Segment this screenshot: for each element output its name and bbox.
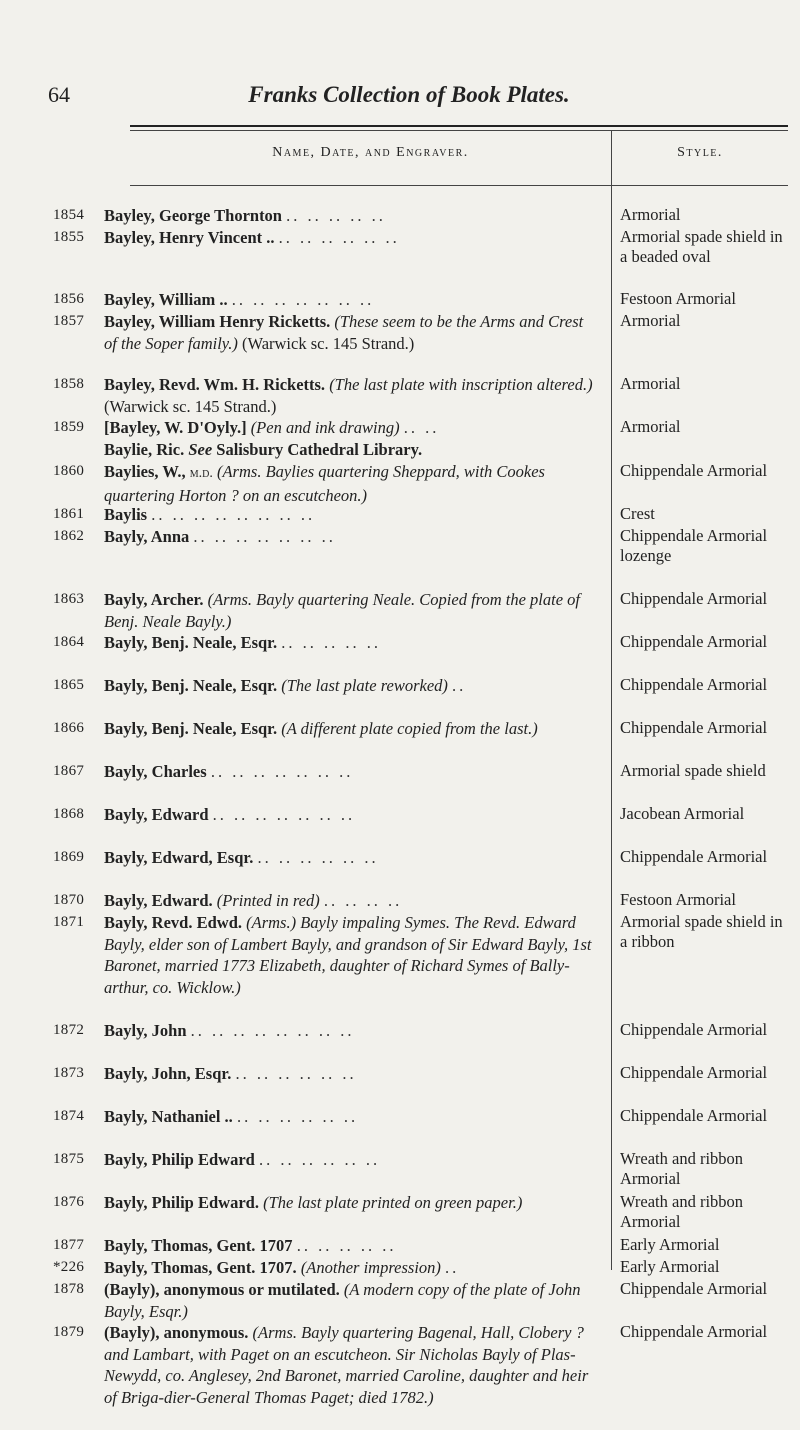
- column-header-name: Name, Date, and Engraver.: [272, 145, 469, 160]
- leader-dots: .. .. .. .. .. .. .. ..: [151, 505, 316, 524]
- leader-dots: .. .. .. .. ..: [286, 206, 386, 225]
- entry-number: 1854: [53, 207, 85, 223]
- entry-note: (These seem to be the Arms and Crest of the Soper family.): [104, 312, 584, 353]
- page-header: [48, 82, 770, 116]
- entry-note: (Arms. Baylies quartering Sheppard, with Cookes quartering Horton ? on an escutcheon.): [104, 462, 545, 505]
- entry-style: Festoon Armorial: [620, 289, 736, 308]
- entry-name: Bayly, Edward: [104, 805, 209, 824]
- entry-style: Chippendale Armorial: [620, 1322, 768, 1341]
- entry-number: 1861: [53, 506, 85, 522]
- entry-name: Baylis: [104, 505, 148, 524]
- entry-style: Chippendale Armorial: [620, 1279, 768, 1298]
- leader-dots: .. .. .. .. .. ..: [236, 1107, 359, 1126]
- entry-number: 1863: [53, 591, 85, 607]
- entry-style: Chippendale Armorial: [620, 1063, 768, 1082]
- entry-style: Armorial: [620, 417, 681, 436]
- entry-row: [0, 526, 800, 589]
- entry-note: (The last plate with inscription altered.): [329, 375, 593, 394]
- entry-number: 1865: [53, 677, 85, 693]
- entry-row: [0, 1257, 800, 1279]
- entry-name: Bayly, Thomas, Gent. 1707: [104, 1236, 293, 1255]
- entry-number: 1875: [53, 1151, 85, 1167]
- entry-row: [0, 761, 800, 804]
- entry-name: Bayly, Thomas, Gent. 1707.: [104, 1258, 297, 1277]
- entry-row: [0, 847, 800, 890]
- entry-row: [0, 374, 800, 417]
- entry-row: [0, 417, 800, 439]
- entry-name: Bayly, Edward.: [104, 891, 213, 910]
- entry-engraver: (Warwick sc. 145 Strand.): [241, 333, 415, 353]
- top-rule: [130, 125, 788, 127]
- entry-name: Baylies, W.,: [104, 462, 186, 481]
- entry-style: Jacobean Armorial: [620, 804, 745, 823]
- entry-name: Bayly, Edward, Esqr.: [104, 848, 254, 867]
- top-rule-thin: [130, 130, 788, 131]
- entry-name: Bayley, William Henry Ricketts.: [104, 312, 331, 331]
- entry-number: 1866: [53, 720, 85, 736]
- entry-name: [Bayley, W. D'Oyly.]: [104, 418, 247, 437]
- entry-name: Bayly, Anna: [104, 527, 190, 546]
- entry-name: Bayly, Charles: [104, 762, 207, 781]
- entry-number: 1856: [53, 291, 85, 307]
- entry-row: [0, 912, 800, 1020]
- leader-dots: .. .. .. .. .. .. ..: [231, 290, 375, 309]
- entry-row: [0, 227, 800, 289]
- entry-number: 1871: [53, 914, 85, 930]
- entry-number: 1879: [53, 1324, 85, 1340]
- entry-name: Bayly, Benj. Neale, Esqr.: [104, 676, 278, 695]
- entry-note: (Printed in red): [216, 891, 320, 910]
- entry-note: (A modern copy of the plate of John Bayly, Esqr.): [104, 1280, 581, 1321]
- entry-row: [0, 890, 800, 912]
- entry-style: Chippendale Armorial: [620, 847, 768, 866]
- entry-name: Bayley, Henry Vincent ..: [104, 228, 275, 247]
- leader-dots: .. .. .. .. .. ..: [235, 1064, 357, 1083]
- leader-dots: ..: [452, 676, 467, 695]
- entry-number: *226: [53, 1259, 85, 1275]
- entry-number: 1862: [53, 528, 85, 544]
- column-header-style: Style.: [677, 145, 723, 160]
- entry-number: 1859: [53, 419, 85, 435]
- entry-style: Wreath and ribbon Armorial: [620, 1149, 744, 1188]
- entry-style: Wreath and ribbon Armorial: [620, 1192, 744, 1231]
- entry-style: Chippendale Armorial: [620, 589, 768, 608]
- entry-number: 1867: [53, 763, 85, 779]
- entry-name: (Bayly), anonymous.: [104, 1323, 249, 1342]
- entry-row: [0, 1020, 800, 1063]
- entry-row: [0, 589, 800, 632]
- entry-number: 1868: [53, 806, 85, 822]
- entry-row: [0, 1322, 800, 1430]
- entry-row: [0, 1235, 800, 1257]
- leader-dots: .. .. .. .. .. ..: [257, 848, 379, 867]
- entry-note: (Another impression): [300, 1258, 441, 1277]
- entry-style: Chippendale Armorial: [620, 675, 768, 694]
- leader-dots: .. .. .. .. .. .. .. ..: [190, 1021, 355, 1040]
- see-label: See: [188, 440, 213, 459]
- entry-name: Bayley, William ..: [104, 290, 228, 309]
- entry-row: [0, 461, 800, 504]
- entry-row: [0, 675, 800, 718]
- entry-row: [0, 1063, 800, 1106]
- entry-style: Chippendale Armorial lozenge: [620, 526, 768, 565]
- entry-number: 1874: [53, 1108, 85, 1124]
- entry-name: Bayly, Philip Edward.: [104, 1193, 259, 1212]
- cross-reference-target: Salisbury Cathedral Library.: [216, 440, 423, 459]
- entry-style: Armorial: [620, 311, 681, 330]
- cross-reference-row: [0, 439, 800, 461]
- leader-dots: .. .. .. .. .. ..: [278, 228, 400, 247]
- entry-number: 1858: [53, 376, 85, 392]
- running-title: Franks Collection of Book Plates.: [248, 82, 570, 107]
- entry-style: Armorial spade shield: [620, 761, 766, 780]
- entry-name: Bayley, Revd. Wm. H. Ricketts.: [104, 375, 326, 394]
- leader-dots: .. .. .. .. .. .. ..: [212, 805, 356, 824]
- entry-name: Bayly, Benj. Neale, Esqr.: [104, 719, 278, 738]
- entry-style: Crest: [620, 504, 655, 523]
- leader-dots: .. .. .. ..: [323, 891, 403, 910]
- entry-row: [0, 504, 800, 526]
- header-rule: [130, 185, 788, 186]
- entry-number: 1878: [53, 1281, 85, 1297]
- entry-style: Armorial: [620, 374, 681, 393]
- entry-row: [0, 311, 800, 374]
- entry-row: [0, 1106, 800, 1149]
- entry-name: Bayly, Philip Edward: [104, 1150, 255, 1169]
- entry-number: 1855: [53, 229, 85, 245]
- leader-dots: .. .. .. .. .. .. ..: [193, 527, 336, 546]
- entry-row: [0, 1192, 800, 1235]
- entry-row: [0, 632, 800, 675]
- leader-dots: ..: [445, 1258, 460, 1277]
- entry-style: Armorial spade shield in a beaded oval: [620, 227, 783, 266]
- entry-degree: m.d.: [189, 466, 213, 481]
- entry-number: 1864: [53, 634, 85, 650]
- entry-number: 1873: [53, 1065, 85, 1081]
- entry-engraver: (Warwick sc. 145 Strand.): [104, 396, 277, 416]
- entry-note: (Pen and ink drawing): [250, 418, 400, 437]
- entry-number: 1860: [53, 463, 85, 479]
- entry-note: (A different plate copied from the last.): [281, 719, 538, 738]
- entry-style: Chippendale Armorial: [620, 1020, 768, 1039]
- entries-list: [0, 205, 800, 1430]
- entry-name: Bayley, George Thornton: [104, 206, 282, 225]
- entry-number: 1870: [53, 892, 85, 908]
- entry-name: Bayly, Benj. Neale, Esqr.: [104, 633, 278, 652]
- entry-name: (Bayly), anonymous or mutilated.: [104, 1280, 340, 1299]
- entry-style: Chippendale Armorial: [620, 632, 768, 651]
- entry-row: [0, 289, 800, 311]
- leader-dots: .. .. .. .. ..: [296, 1236, 397, 1255]
- entry-style: Chippendale Armorial: [620, 461, 768, 480]
- entry-number: 1869: [53, 849, 85, 865]
- entry-name: Bayly, Nathaniel ..: [104, 1107, 233, 1126]
- entry-style: Early Armorial: [620, 1235, 720, 1254]
- entry-name: Bayly, Revd. Edwd.: [104, 913, 242, 932]
- entry-style: Early Armorial: [620, 1257, 720, 1276]
- entry-note: (The last plate printed on green paper.): [263, 1193, 523, 1212]
- leader-dots: .. .. .. .. .. ..: [258, 1150, 381, 1169]
- entry-style: Festoon Armorial: [620, 890, 736, 909]
- entry-number: 1877: [53, 1237, 85, 1253]
- entry-name: Bayly, Archer.: [104, 590, 204, 609]
- entry-row: [0, 804, 800, 847]
- entry-style: Armorial spade shield in a ribbon: [620, 912, 783, 951]
- leader-dots: .. .. .. .. ..: [281, 633, 381, 652]
- entry-row: [0, 205, 800, 227]
- entry-name: Bayly, John, Esqr.: [104, 1064, 232, 1083]
- entry-note: (Arms. Bayly quartering Bagenal, Hall, Clobery ? and Lambart, with Paget on an escutcheon. Sir Nicholas Bayly of Plas-Newydd, co. Anglesey, 2nd Baronet, married Caroline, daughter and heir of Briga-dier-General Thomas Paget; died 1782.): [104, 1323, 589, 1407]
- entry-style: Chippendale Armorial: [620, 718, 768, 737]
- entry-style: Chippendale Armorial: [620, 1106, 768, 1125]
- leader-dots: .. .. .. .. .. .. ..: [210, 762, 354, 781]
- leader-dots: .. ..: [403, 418, 440, 437]
- entry-name: Bayly, John: [104, 1021, 187, 1040]
- entry-number: 1876: [53, 1194, 85, 1210]
- entry-number: 1872: [53, 1022, 85, 1038]
- entry-style: Armorial: [620, 205, 681, 224]
- entry-note: (The last plate reworked): [281, 676, 448, 695]
- entry-note: (Arms.) Bayly impaling Symes. The Revd. Edward Bayly, elder son of Lambert Bayly, and grandson of Sir Edward Bayly, 1st Baronet, married 1773 Elizabeth, daughter of Richard Symes of Bally-arthur, co. Wicklow.): [104, 913, 592, 997]
- entry-number: 1857: [53, 313, 85, 329]
- entry-row: [0, 718, 800, 761]
- entry-note: (Arms. Bayly quartering Neale. Copied from the plate of Benj. Neale Bayly.): [104, 590, 581, 631]
- page-number: 64: [48, 82, 70, 107]
- entry-name: Baylie, Ric.: [104, 440, 185, 459]
- entry-row: [0, 1279, 800, 1322]
- entry-row: [0, 1149, 800, 1192]
